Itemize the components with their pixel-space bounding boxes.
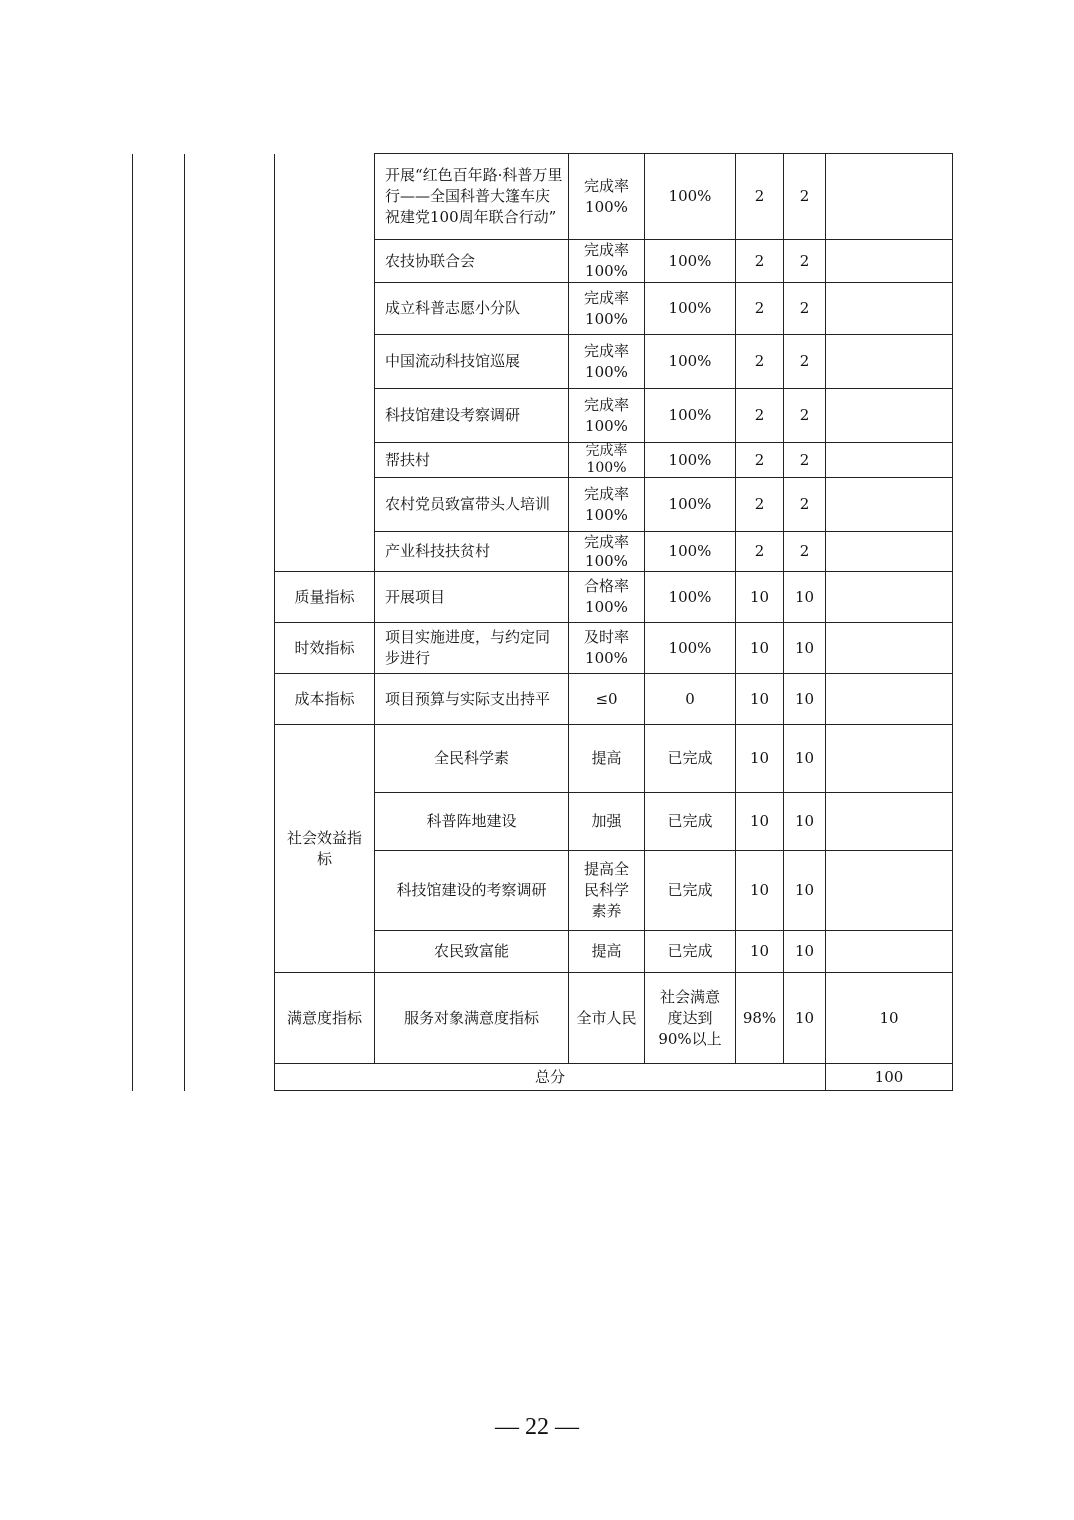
indicator-score: 10	[784, 931, 826, 973]
indicator-actual: 已完成	[645, 851, 736, 931]
indicator-weight: 2	[736, 478, 784, 532]
indicator-score: 2	[784, 240, 826, 283]
indicator-score: 10	[826, 973, 953, 1064]
indicator-remark	[826, 674, 953, 725]
indicator-target: 完成率100%	[569, 389, 645, 443]
indicator-target: 完成率100%	[569, 240, 645, 283]
level2-cell-continued	[185, 154, 275, 1091]
indicator-weight: 10	[736, 931, 784, 973]
indicator-target: 完成率100%	[569, 154, 645, 240]
indicator-target: 提高	[569, 725, 645, 793]
indicator-weight: 10	[736, 793, 784, 851]
category-satisfaction: 服务对象满意度指标	[375, 973, 569, 1064]
indicator-weight: 10	[736, 674, 784, 725]
total-label: 总分	[275, 1064, 826, 1091]
indicator-target: 完成率100%	[569, 478, 645, 532]
indicator-target: 加强	[569, 793, 645, 851]
indicator-actual: 100%	[645, 572, 736, 623]
indicator-name: 科技馆建设的考察调研	[375, 851, 569, 931]
indicator-score: 2	[784, 532, 826, 572]
indicator-target: 完成率100%	[569, 335, 645, 389]
indicator-name: 成立科普志愿小分队	[375, 283, 569, 335]
indicator-score: 10	[784, 793, 826, 851]
indicator-name: 产业科技扶贫村	[375, 532, 569, 572]
indicator-actual: 已完成	[645, 725, 736, 793]
performance-table	[132, 153, 953, 1091]
indicator-score: 2	[784, 154, 826, 240]
indicator-actual: 100%	[645, 240, 736, 283]
indicator-name: 全民科学素	[375, 725, 569, 793]
indicator-remark	[826, 725, 953, 793]
level1-cell-continued	[133, 154, 185, 1091]
indicator-name: 农村党员致富带头人培训	[375, 478, 569, 532]
indicator-name: 科技馆建设考察调研	[375, 389, 569, 443]
indicator-score: 10	[784, 725, 826, 793]
level3-cell-continued	[275, 154, 375, 572]
indicator-weight: 10	[736, 851, 784, 931]
indicator-target: 提高	[569, 931, 645, 973]
category-timeliness: 时效指标	[275, 623, 375, 674]
indicator-remark	[826, 623, 953, 674]
level2-satisfaction: 满意度指标	[275, 973, 375, 1064]
indicator-name: 中国流动科技馆巡展	[375, 335, 569, 389]
indicator-target: 完成率100%	[569, 532, 645, 572]
indicator-weight: 10	[736, 725, 784, 793]
indicator-weight: 2	[736, 240, 784, 283]
category-cost: 成本指标	[275, 674, 375, 725]
category-quality: 质量指标	[275, 572, 375, 623]
indicator-weight: 2	[736, 154, 784, 240]
table-row	[133, 154, 953, 240]
indicator-remark	[826, 572, 953, 623]
indicator-score: 2	[784, 443, 826, 478]
indicator-remark	[826, 478, 953, 532]
indicator-score: 2	[784, 283, 826, 335]
indicator-remark	[826, 389, 953, 443]
indicator-remark	[826, 240, 953, 283]
indicator-name: 帮扶村	[375, 443, 569, 478]
indicator-remark	[826, 931, 953, 973]
indicator-weight: 2	[736, 335, 784, 389]
indicator-target: ≤0	[569, 674, 645, 725]
indicator-score: 2	[784, 478, 826, 532]
indicator-actual: 100%	[645, 389, 736, 443]
indicator-actual: 100%	[645, 443, 736, 478]
indicator-remark	[826, 283, 953, 335]
indicator-weight: 2	[736, 443, 784, 478]
indicator-score: 10	[784, 572, 826, 623]
indicator-remark	[826, 851, 953, 931]
indicator-name: 项目预算与实际支出持平	[375, 674, 569, 725]
indicator-weight: 10	[736, 623, 784, 674]
indicator-target: 完成率100%	[569, 443, 645, 478]
indicator-actual: 已完成	[645, 931, 736, 973]
indicator-name: 农民致富能	[375, 931, 569, 973]
indicator-actual: 0	[645, 674, 736, 725]
indicator-name: 项目实施进度，与约定同步进行	[375, 623, 569, 674]
indicator-score: 10	[784, 623, 826, 674]
indicator-actual: 98%	[736, 973, 784, 1064]
indicator-target: 提高全民科学素养	[569, 851, 645, 931]
indicator-actual: 100%	[645, 283, 736, 335]
page-number: — 22 —	[495, 1414, 579, 1440]
indicator-weight: 10	[736, 572, 784, 623]
indicator-actual: 已完成	[645, 793, 736, 851]
indicator-score: 2	[784, 389, 826, 443]
indicator-remark	[826, 443, 953, 478]
indicator-score: 10	[784, 674, 826, 725]
indicator-actual: 100%	[645, 623, 736, 674]
indicator-weight: 10	[784, 973, 826, 1064]
total-weight: 100	[826, 1064, 953, 1091]
indicator-target: 合格率100%	[569, 572, 645, 623]
indicator-actual: 100%	[645, 154, 736, 240]
indicator-name: 农技协联合会	[375, 240, 569, 283]
indicator-weight: 2	[736, 283, 784, 335]
indicator-target: 社会满意度达到90%以上	[645, 973, 736, 1064]
indicator-actual: 100%	[645, 532, 736, 572]
indicator-target: 完成率100%	[569, 283, 645, 335]
indicator-actual: 100%	[645, 335, 736, 389]
indicator-name: 开展“红色百年路·科普万里行——全国科普大篷车庆祝建党100周年联合行动”	[375, 154, 569, 240]
indicator-weight: 2	[736, 389, 784, 443]
indicator-name: 开展项目	[375, 572, 569, 623]
indicator-score: 2	[784, 335, 826, 389]
indicator-score: 10	[784, 851, 826, 931]
indicator-weight: 2	[736, 532, 784, 572]
indicator-remark	[826, 793, 953, 851]
indicator-target: 及时率100%	[569, 623, 645, 674]
category-social-benefit: 社会效益指标	[275, 725, 375, 973]
indicator-actual: 100%	[645, 478, 736, 532]
indicator-name: 科普阵地建设	[375, 793, 569, 851]
indicator-remark	[826, 154, 953, 240]
indicator-remark	[826, 532, 953, 572]
indicator-remark	[826, 335, 953, 389]
indicator-name: 全市人民	[569, 973, 645, 1064]
